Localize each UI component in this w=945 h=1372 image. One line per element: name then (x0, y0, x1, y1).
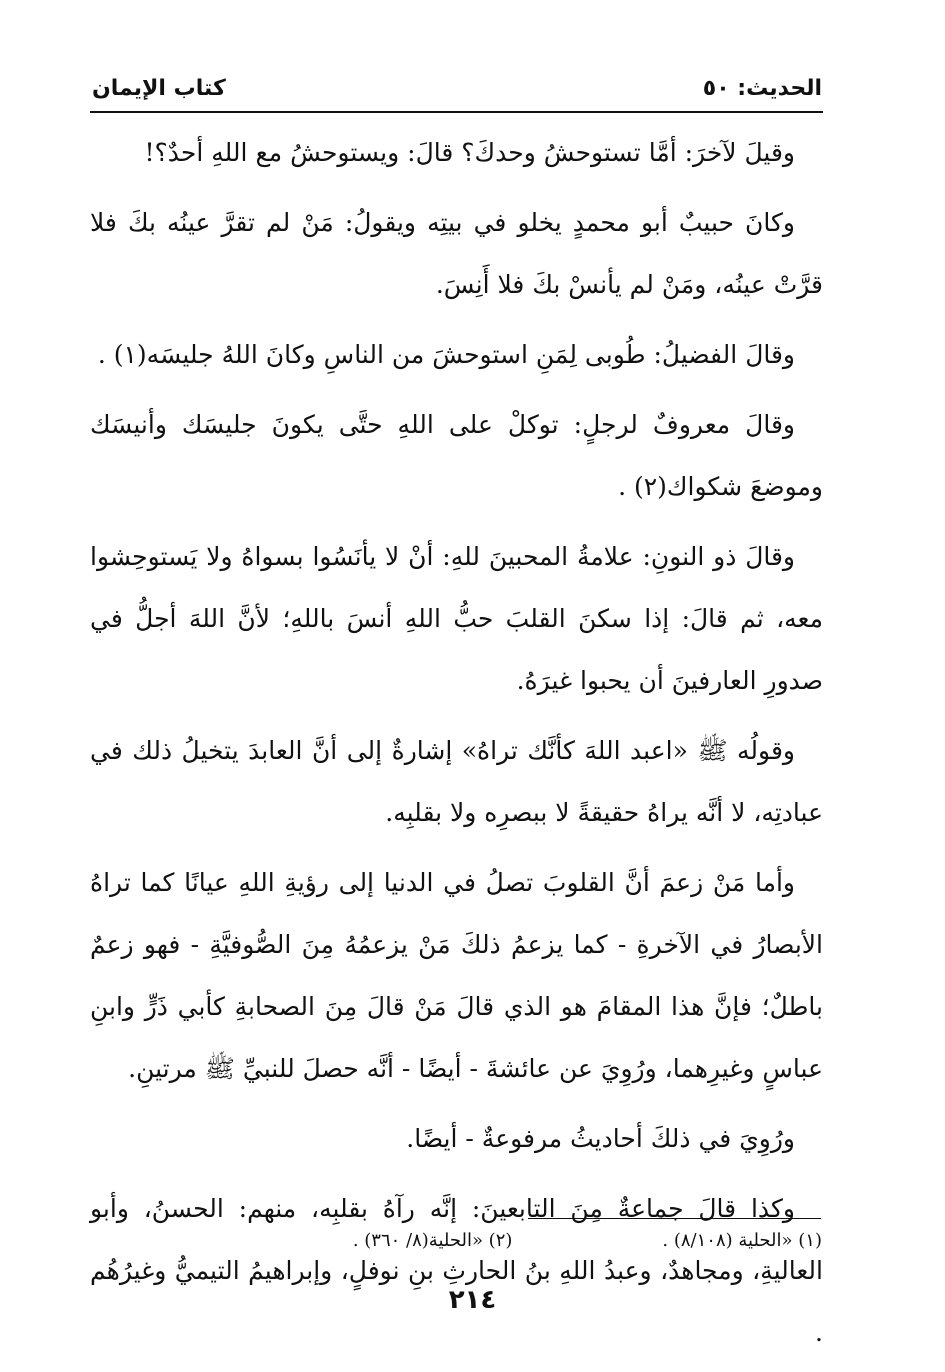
paragraph: وقولُه ﷺ «اعبد اللهَ كأنَّك تراهُ» إشارةٌ إلى أنَّ العابدَ يتخيلُ ذلك في عبادتِه، لا أنَّه يراهُ حقيقةً لا ببصرِه ولا بقلبِه. (90, 736, 823, 827)
page-number: ٢١٤ (448, 1285, 497, 1315)
header-divider (90, 111, 823, 113)
main-text (90, 122, 823, 1372)
paragraph: وقالَ الفضيلُ: طُوبى لِمَنِ استوحشَ من الناسِ وكانَ اللهُ جليسَه(١) . (97, 340, 795, 369)
running-header (92, 70, 822, 106)
footnote-divider (528, 1218, 821, 1219)
hadith-number: الحديث: ٥٠ (702, 75, 822, 101)
footnotes (230, 1230, 822, 1251)
book-section-title: كتاب الإيمان (92, 75, 226, 101)
footnote-1: (١) «الحلية (٨/١٠٨) . (662, 1230, 822, 1251)
paragraph: وقالَ معروفٌ لرجلٍ: توكلْ على اللهِ حتَّى يكونَ جليسَك وأنيسَك وموضعَ شكواك(٢) . (90, 410, 823, 501)
footnote-2: (٢) «الحلية(٨/ ٣٦٠) . (352, 1230, 513, 1251)
paragraph: وقالَ ذو النونِ: علامةُ المحبينَ للهِ: أنْ لا يأنَسُوا بسواهُ ولا يَستوحِشوا معه، ثم قالَ: إذا سكنَ القلبَ حبُّ اللهِ أنسَ باللهِ؛ لأنَّ اللهَ أجلُّ في صدورِ العارفينَ أن يحبوا غيرَهُ. (90, 542, 823, 695)
paragraph: وقيلَ لآخرَ: أمَّا تستوحشُ وحدكَ؟ قالَ: ويستوحشُ مع اللهِ أحدٌ؟! (144, 138, 795, 167)
paragraph: ورُوِيَ في ذلكَ أحاديثُ مرفوعةٌ - أيضًا. (406, 1124, 795, 1153)
paragraph: وأما مَنْ زعمَ أنَّ القلوبَ تصلُ في الدنيا إلى رؤيةِ اللهِ عيانًا كما تراهُ الأبصارُ في الآخرةِ - كما يزعمُ ذلكَ مَنْ يزعمُهُ مِنَ الصُّوفيَّةِ - فهو زعمٌ باطلٌ؛ فإنَّ هذا المقامَ هو الذي قالَ مَنْ قالَ مِنَ الصحابةِ كأبي ذَرٍّ وابنِ عباسٍ وغيرِهما، ورُوِيَ عن عائشةَ - أيضًا - أنَّه حصلَ للنبيِّ ﷺ مرتينِ. (90, 868, 823, 1083)
paragraph: وكذا قالَ جماعةٌ مِنَ التابعينَ: إنَّه رآهُ بقلبِه، منهم: الحسنُ، وأبو العاليةِ، ومجاهدٌ، وعبدُ اللهِ بنُ الحارثِ بنِ نوفلٍ، وإبراهيمُ التيميُّ وغيرُهُم . (90, 1194, 823, 1347)
paragraph: وكانَ حبيبٌ أبو محمدٍ يخلو في بيتِه ويقولُ: مَنْ لم تقرَّ عينُه بكَ فلا قرَّتْ عينُه، ومَنْ لم يأنسْ بكَ فلا أَنِسَ. (90, 208, 823, 299)
